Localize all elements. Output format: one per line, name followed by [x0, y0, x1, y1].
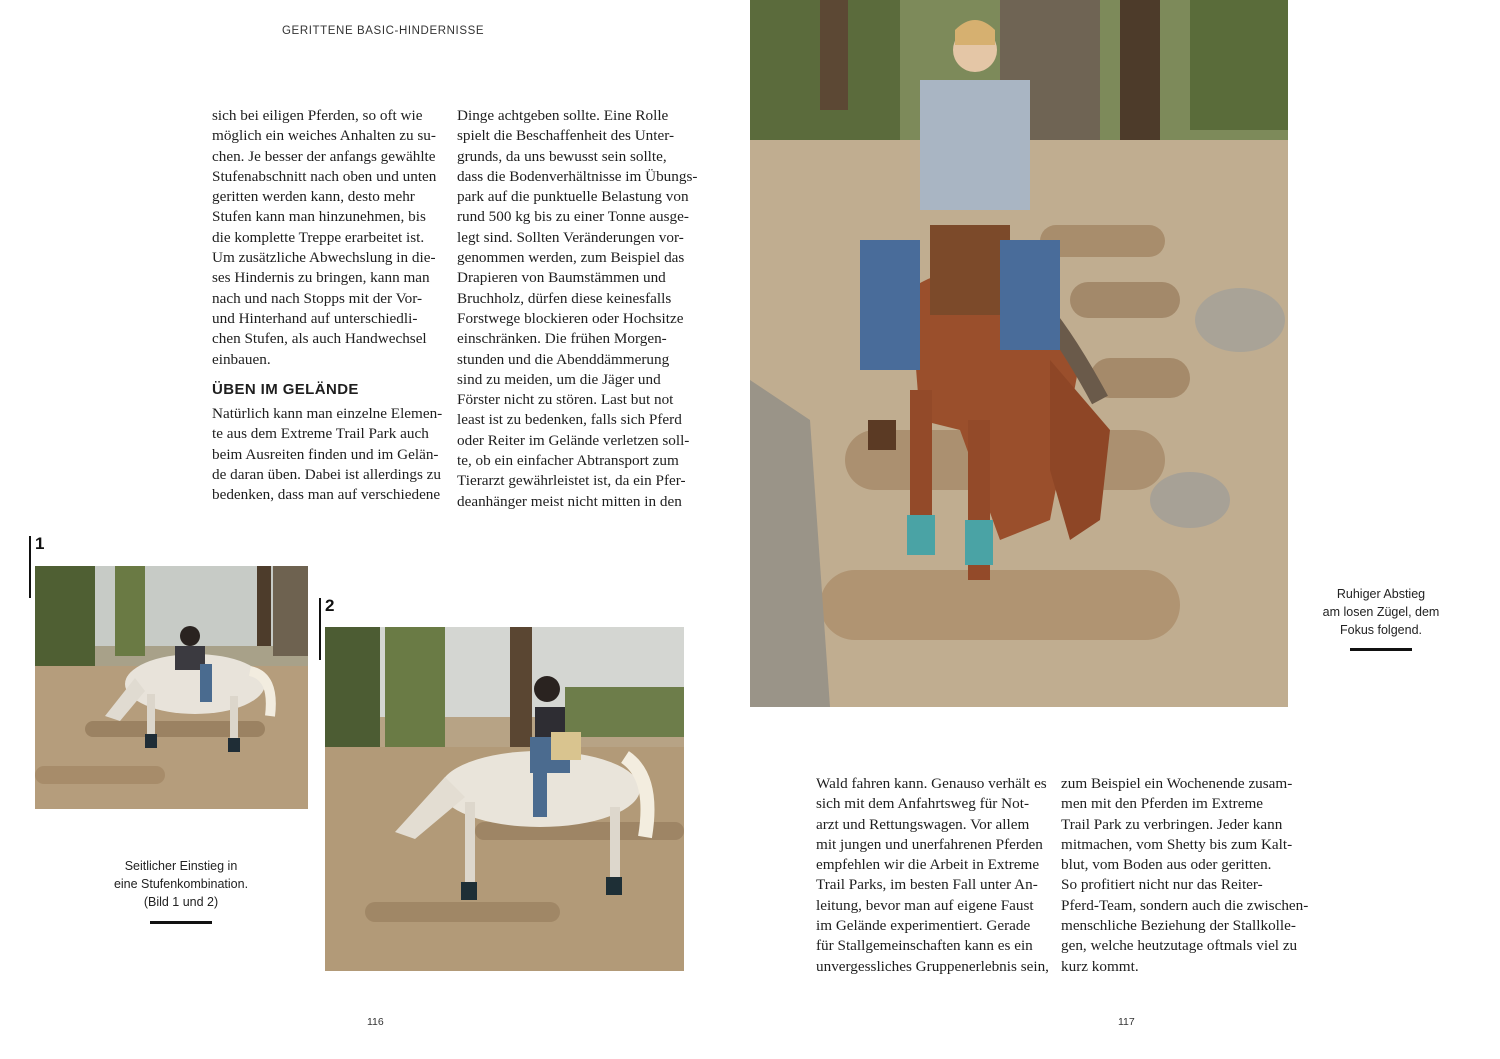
text-line: deanhänger meist nicht mitten in den — [457, 492, 682, 510]
text-line: einschränken. Die frühen Morgen- — [457, 330, 667, 348]
photo-appaloosa-stairs — [325, 627, 684, 971]
paragraph-anfahrtsweg — [816, 774, 1052, 977]
paragraph-stallgemeinschaft — [1061, 774, 1309, 977]
text-line: nach und nach Stopps mit der Vor- — [212, 289, 423, 307]
page-number-right: 117 — [1118, 1016, 1135, 1028]
text-line: least ist zu bedenken, falls sich Pferd — [457, 411, 682, 429]
text-line: chen Stufen, als auch Handwechsel — [212, 330, 427, 348]
text-line: mit jungen und unerfahrenen Pferden — [816, 835, 1043, 853]
text-line: möglich ein weiches Anhalten zu su- — [212, 127, 436, 145]
caption-rule-right — [1350, 648, 1412, 651]
text-line: de daran üben. Dabei ist allerdings zu — [212, 466, 441, 484]
text-line: zum Beispiel ein Wochenende zusam- — [1061, 775, 1293, 792]
paragraph-gelaende — [212, 404, 448, 505]
text-line: dass die Bodenverhältnisse im Übungs- — [457, 167, 698, 185]
text-line: So profitiert nicht nur das Reiter- — [1061, 876, 1263, 894]
caption-line: (Bild 1 und 2) — [143, 895, 219, 909]
text-line: genommen werden, zum Beispiel das — [457, 249, 685, 267]
text-line: im Gelände experimentiert. Gerade — [816, 917, 1031, 935]
text-line: kurz kommt. — [1061, 957, 1139, 975]
text-line: spielt die Beschaffenheit des Unter- — [457, 127, 675, 145]
text-line: stunden und die Abenddämmerung — [457, 350, 670, 368]
text-line: ses Hindernis zu bringen, kann man — [212, 269, 430, 287]
text-line: blut, vom Boden aus oder geritten. — [1061, 856, 1272, 874]
caption-main-photo — [1310, 585, 1452, 639]
text-line: beim Ausreiten finden und im Gelän- — [212, 445, 439, 463]
text-line: Förster nicht zu stören. Last but not — [457, 391, 674, 409]
text-line: mitmachen, vom Shetty bis zum Kalt- — [1061, 835, 1293, 853]
caption-figures-1-2 — [100, 857, 262, 911]
text-line: Forstwege blockieren oder Hochsitze — [457, 309, 684, 327]
text-line: Pferd-Team, sondern auch die zwischen- — [1061, 896, 1309, 914]
text-line: für Stallgemeinschaften kann es ein — [816, 937, 1033, 955]
text-line: arzt und Rettungswagen. Vor allem — [816, 815, 1030, 833]
page-number-left: 116 — [367, 1016, 384, 1028]
figure-1-number: 1 — [35, 534, 45, 553]
photo-appaloosa-side-entry — [35, 566, 308, 809]
text-line: unvergessliches Gruppenerlebnis sein, — [816, 957, 1049, 975]
text-line: te, ob ein einfacher Abtransport zum — [457, 452, 679, 470]
text-line: legt sind. Sollten Veränderungen vor- — [457, 228, 684, 246]
caption-line: am losen Zügel, dem — [1322, 605, 1440, 619]
text-line: rund 500 kg bis zu einer Tonne ausge- — [457, 208, 689, 226]
text-line: oder Reiter im Gelände verletzen soll- — [457, 431, 690, 449]
text-line: gen, welche heutzutage oftmals viel zu — [1061, 937, 1298, 955]
text-line: sich bei eiligen Pferden, so oft wie — [212, 107, 423, 124]
figure-2-number: 2 — [325, 596, 335, 615]
text-line: chen. Je besser der anfangs gewählte — [212, 147, 436, 165]
text-line: die komplette Treppe erarbeitet ist. — [212, 228, 425, 246]
text-line: Drapieren von Baumstämmen und — [457, 269, 666, 287]
text-line: Um zusätzliche Abwechslung in die- — [212, 249, 436, 267]
right-text-column-2 — [1061, 774, 1309, 977]
figure-1-rule — [29, 536, 31, 598]
text-line: empfehlen wir die Arbeit in Extreme — [816, 856, 1040, 874]
text-line: Trail Parks, im besten Fall unter An- — [816, 876, 1038, 894]
caption-rule-left — [150, 921, 212, 924]
figure-2-rule — [319, 598, 321, 660]
subheading-ueben-im-gelaende: ÜBEN IM GELÄNDE — [212, 380, 359, 398]
text-line: Tierarzt gewährleistet ist, da ein Pfer- — [457, 472, 686, 490]
caption-line: eine Stufenkombination. — [113, 877, 249, 891]
caption-line: Seitlicher Einstieg in — [124, 859, 238, 873]
running-header: GERITTENE BASIC-HINDERNISSE — [282, 25, 485, 37]
text-line: einbauen. — [212, 350, 271, 368]
text-line: park auf die punktuelle Belastung von — [457, 188, 689, 206]
text-line: Wald fahren kann. Genauso verhält es — [816, 775, 1047, 792]
text-line: leitung, bevor man auf eigene Faust — [816, 896, 1034, 914]
text-line: bedenken, dass man auf verschiedene — [212, 486, 441, 504]
text-line: te aus dem Extreme Trail Park auch — [212, 425, 429, 443]
caption-line: Ruhiger Abstieg — [1336, 587, 1426, 601]
text-line: Dinge achtgeben sollte. Eine Rolle — [457, 107, 669, 124]
left-text-column-2 — [457, 106, 698, 512]
text-line: sich mit dem Anfahrtsweg für Not- — [816, 795, 1030, 813]
paragraph-stairs — [212, 106, 448, 370]
right-text-column-1 — [816, 774, 1052, 977]
text-line: menschliche Beziehung der Stallkolle- — [1061, 917, 1296, 935]
text-line: grunds, da uns bewusst sein sollte, — [457, 147, 667, 165]
text-line: Stufenabschnitt nach oben und unten — [212, 167, 437, 185]
text-line: Natürlich kann man einzelne Elemen- — [212, 405, 443, 423]
text-line: Stufen kann man hinzunehmen, bis — [212, 208, 426, 226]
text-line: geritten werden kann, desto mehr — [212, 188, 415, 206]
photo-chestnut-descending-steps — [750, 0, 1288, 707]
caption-line: Fokus folgend. — [1340, 623, 1422, 637]
text-line: Bruchholz, dürfen diese keinesfalls — [457, 289, 672, 307]
text-line: sind zu meiden, um die Jäger und — [457, 370, 661, 388]
text-line: Trail Park zu verbringen. Jeder kann — [1061, 815, 1283, 833]
left-text-column-1 — [212, 106, 448, 506]
text-line: men mit den Pferden im Extreme — [1061, 795, 1264, 813]
text-line: und Hinterhand auf unterschiedli- — [212, 309, 418, 327]
paragraph-untergrund — [457, 106, 698, 512]
